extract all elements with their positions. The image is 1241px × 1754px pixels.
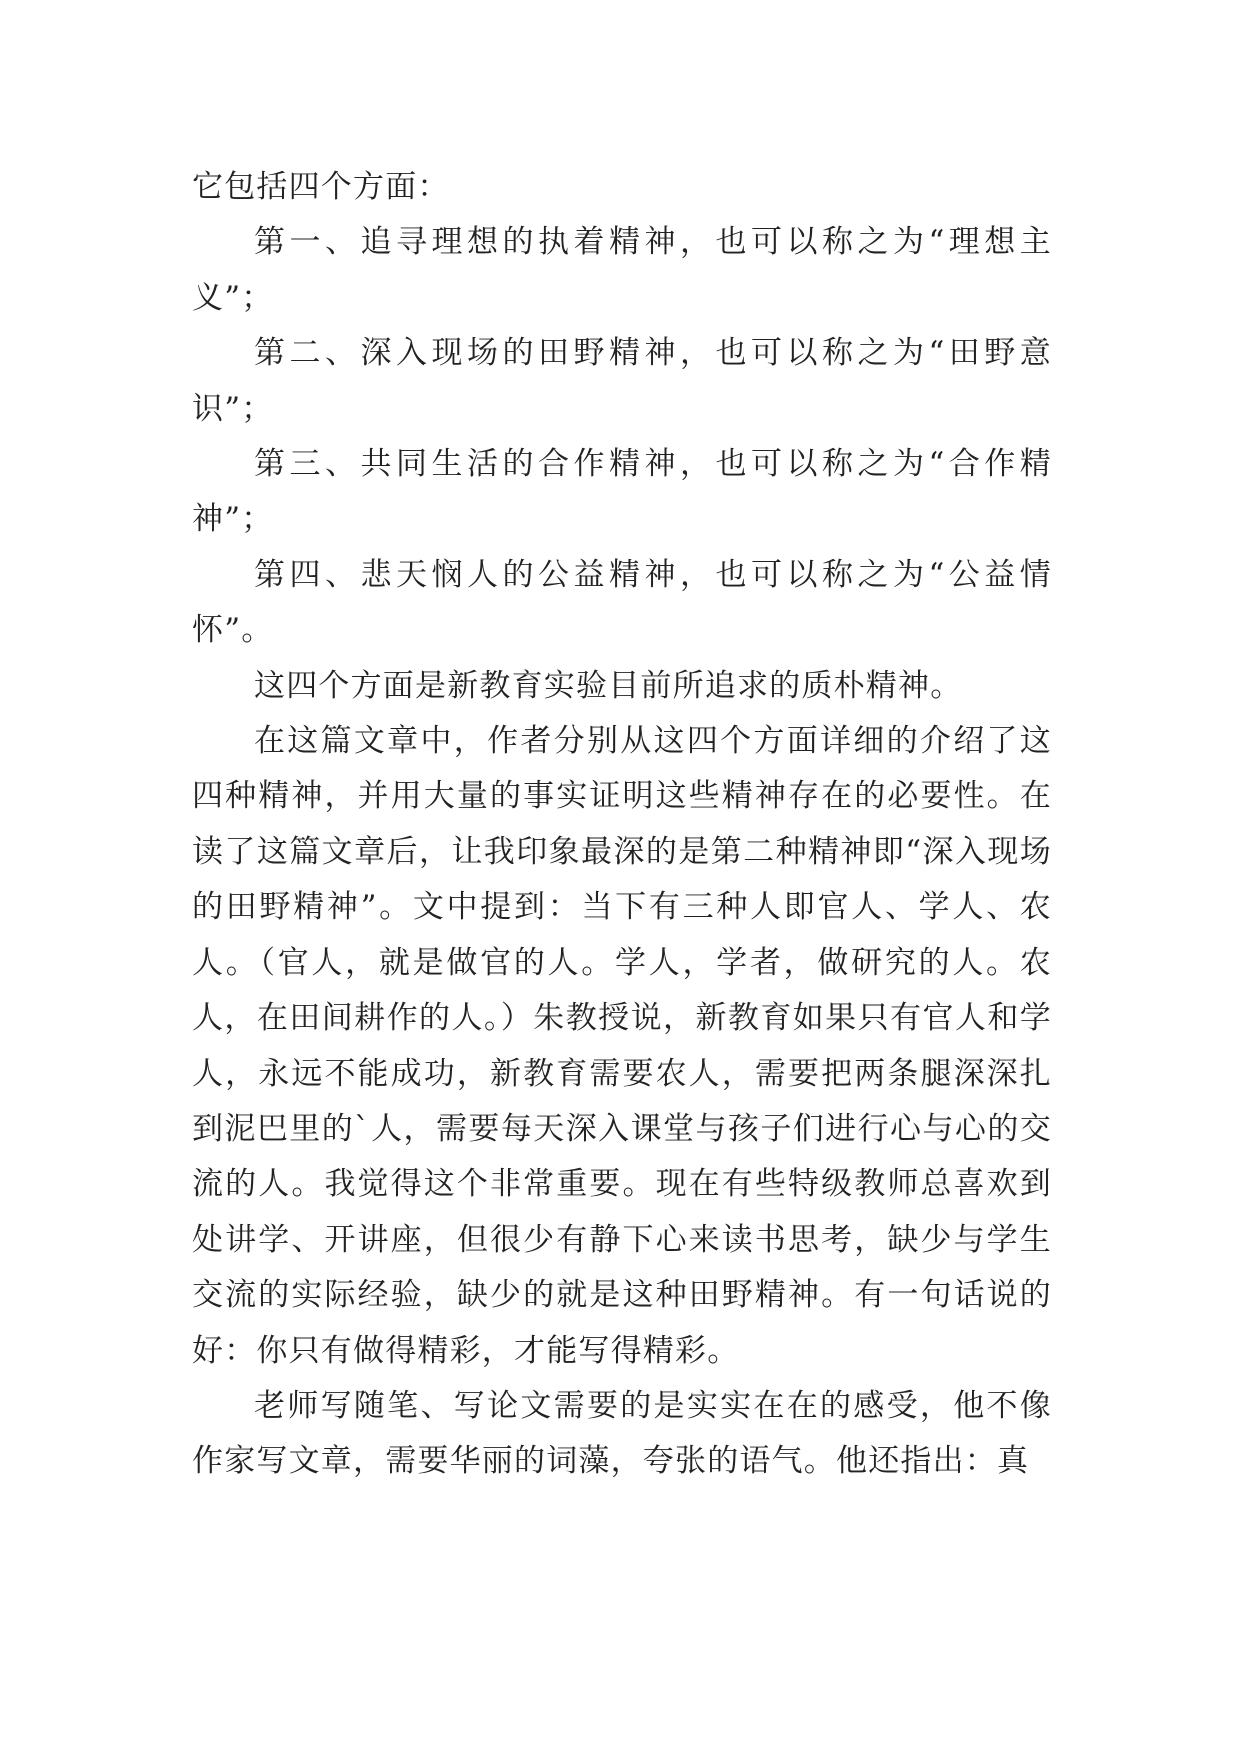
paragraph-summary: 这四个方面是新教育实验目前所追求的质朴精神。 — [254, 667, 963, 704]
paragraph-point-four: 第四、悲天悯人的公益精神，也可以称之为“公益情怀”。 — [192, 556, 1052, 649]
paragraph-point-three: 第三、共同生活的合作精神，也可以称之为“合作精神”； — [192, 446, 1052, 538]
document-body — [192, 160, 1052, 1490]
paragraph-discussion: 在这篇文章中，作者分别从这四个方面详细的介绍了这四种精神，并用大量的事实证明这些精神存在的必要性。在读了这篇文章后，让我印象最深的是第二种精神即“深入现场的田野精神”。文中提到：当下有三种人即官人、学人、农人。（官人，就是做官的人。学人，学者，做研究的人。农人，在田间耕作的人。）朱教授说，新教育如果只有官人和学人，永远不能成功，新教育需要农人，需要把两条腿深深扎到泥巴里的`人，需要每天深入课堂与孩子们进行心与心的交流的人。我觉得这个非常重要。现在有些特级教师总喜欢到处讲学、开讲座，但很少有静下心来读书思考，缺少与学生交流的实际经验，缺少的就是这种田野精神。有一句话说的好：你只有做得精彩，才能写得精彩。 — [192, 723, 1052, 1369]
paragraph-intro: 它包括四个方面： — [192, 169, 450, 205]
paragraph-point-two: 第二、深入现场的田野精神，也可以称之为“田野意识”； — [192, 335, 1052, 427]
paragraph-point-one: 第一、追寻理想的执着精神，也可以称之为“理想主义”； — [192, 224, 1052, 316]
paragraph-closing: 老师写随笔、写论文需要的是实实在在的感受，他不像作家写文章，需要华丽的词藻，夸张的语气。他还指出：真 — [192, 1387, 1052, 1480]
